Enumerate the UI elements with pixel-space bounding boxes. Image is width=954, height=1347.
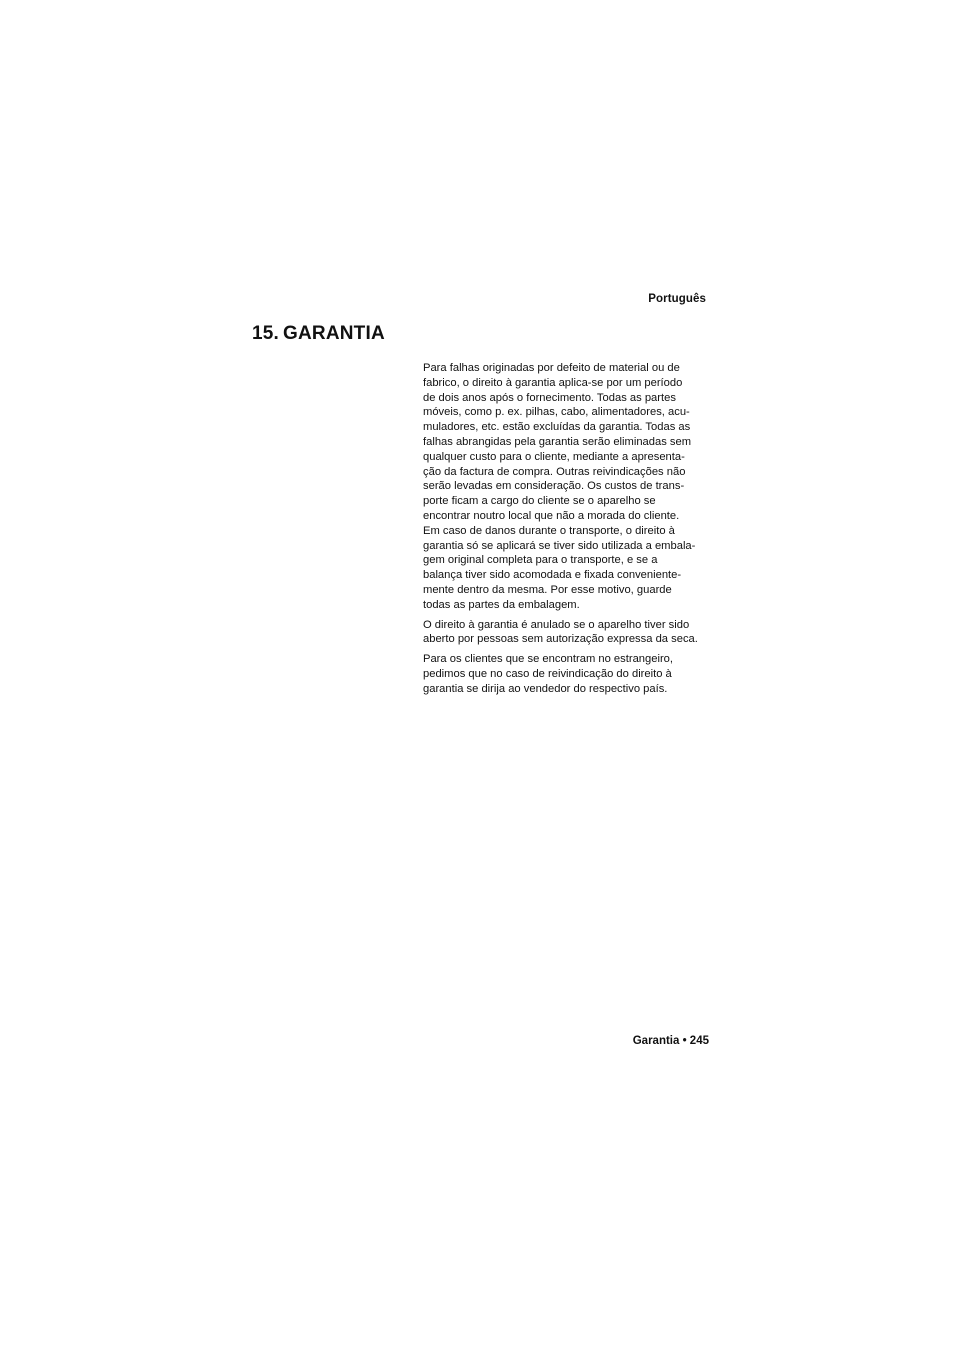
- text-line: fabrico, o direito à garantia aplica-se por um período: [423, 376, 683, 389]
- text-line: aberto por pessoas sem autorização expressa da seca.: [423, 633, 698, 646]
- text-line: serão levadas em consideração. Os custos de trans-: [423, 480, 685, 493]
- text-line: falhas abrangidas pela garantia serão eliminadas sem: [423, 435, 692, 448]
- page-footer: Garantia • 245: [632, 1035, 709, 1047]
- section-title: GARANTIA: [283, 323, 385, 344]
- paragraph: [423, 361, 709, 613]
- text-line: todas as partes da embalagem.: [423, 598, 580, 611]
- paragraph: [423, 618, 709, 648]
- text-line: muladores, etc. estão excluídas da garantia. Todas as: [423, 421, 691, 434]
- text-line: móveis, como p. ex. pilhas, cabo, alimentadores, acu-: [423, 406, 690, 419]
- text-line: garantia só se aplicará se tiver sido utilizada a embala-: [423, 539, 696, 552]
- text-line: qualquer custo para o cliente, mediante a apresenta-: [423, 450, 685, 463]
- body-text: [423, 361, 709, 702]
- text-line: Em caso de danos durante o transporte, o direito à: [423, 524, 675, 537]
- section-number: 15.: [252, 323, 280, 344]
- text-line: Para falhas originadas por defeito de material ou de: [423, 362, 680, 374]
- text-line: garantia se dirija ao vendedor do respectivo país.: [423, 682, 668, 695]
- paragraph: [423, 652, 709, 696]
- text-line: encontrar noutro local que não a morada do cliente.: [423, 509, 680, 522]
- text-line: pedimos que no caso de reivindicação do direito à: [423, 667, 672, 680]
- text-line: porte ficam a cargo do cliente se o aparelho se: [423, 495, 656, 508]
- text-line: de dois anos após o fornecimento. Todas as partes: [423, 391, 676, 404]
- text-line: O direito à garantia é anulado se o aparelho tiver sido: [423, 618, 690, 631]
- text-line: Para os clientes que se encontram no estrangeiro,: [423, 653, 673, 666]
- text-line: mente dentro da mesma. Por esse motivo, guarde: [423, 583, 672, 596]
- text-line: ção da factura de compra. Outras reivindicações não: [423, 465, 686, 478]
- section-heading: [252, 323, 385, 345]
- text-line: balança tiver sido acomodada e fixada conveniente-: [423, 569, 682, 582]
- language-label: Português: [648, 293, 706, 305]
- text-line: gem original completa para o transporte, e se a: [423, 554, 658, 567]
